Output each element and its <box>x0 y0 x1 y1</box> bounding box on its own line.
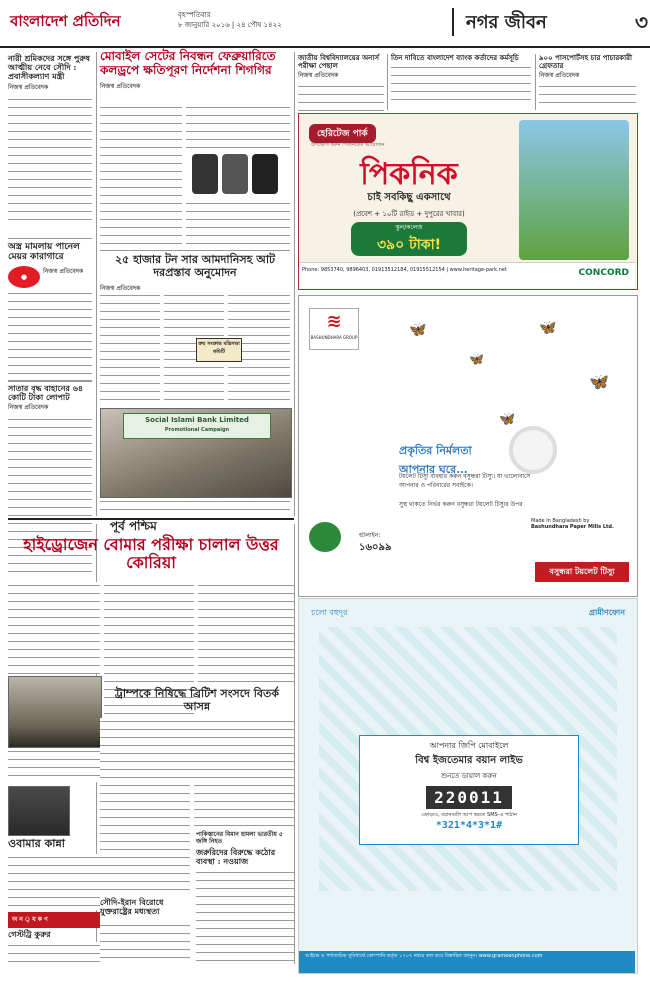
section-header <box>452 8 650 36</box>
page-number: ৩ <box>634 10 648 34</box>
second-story-inset: ক্রয় সংক্রান্ত মন্ত্রিসভা কমিটি <box>196 338 242 362</box>
heritage-tagline: উপভোগ করুন পিকনিকের আয়োজন <box>311 142 385 148</box>
saudi-body <box>100 922 190 964</box>
right-story-2 <box>391 54 531 102</box>
left-story-1-headline: নারী শ্রমিকদের সঙ্গে পুরুষ আত্মীয় নেবে সৌদি : প্রবাসীকল্যাণ মন্ত্রী <box>8 53 90 82</box>
korea-body-2 <box>8 748 100 782</box>
british-headline: ট্রাম্পকে নিষিদ্ধে ব্রিটিশ সংসদে বিতর্ক আসন্ন <box>115 687 279 713</box>
section2-title: পূর্ব পশ্চিম <box>110 519 157 533</box>
photo-banner-title: Social Islami Bank Limited <box>145 416 249 424</box>
korea-headline: হাইড্রোজেন বোমার পরীক্ষা চালাল উত্তর কোরিয়া <box>23 535 279 573</box>
heritage-footer <box>299 262 635 288</box>
second-story-byline: নিজস্ব প্রতিবেদক <box>100 285 141 293</box>
top-story-body-3 <box>186 200 290 244</box>
gp-line3: শুনতে ডায়াল করুন <box>441 772 497 780</box>
gp-ussd-code: *321*4*3*1# <box>435 820 503 831</box>
column-title: গেস্টট্রি কুরুর <box>8 929 51 939</box>
second-story-headline: ২৫ হাজার টন সার আমদানিসহ আট দরপ্রস্তাব অনুমোদন <box>114 253 276 279</box>
top-story-byline: নিজস্ব প্রতিবেদক <box>100 82 141 90</box>
right-story-2-body <box>391 64 531 102</box>
left-story-2-logo: ● <box>8 266 40 288</box>
masthead <box>0 0 650 48</box>
right-story-2-headline: তিন দাবিতে বাংলাদেশ ব্যাংক কর্তাদের কর্মসূচি <box>391 53 519 62</box>
left-story-2-body <box>8 290 92 382</box>
left-story-2-headline: অস্ত্র মামলায় পানেল মেয়র কারাগারে <box>8 242 80 263</box>
british-story <box>100 688 294 713</box>
gp-notice: আইভে ও পর্দাতারিক সুবিধার্থে কোম্পানি কর্তৃক ১৭০৭ নম্বরে কল করে বিস্তারিত জানুন। www.grameenphone.com <box>299 951 635 973</box>
right-story-3-body <box>539 83 636 107</box>
saudi-headline: সৌদি-ইরান বিরোধে যুক্তরাষ্ট্রের মধ্যস্থতা <box>100 897 164 917</box>
top-story-body-1 <box>100 104 182 244</box>
tissue-badge <box>309 522 341 552</box>
tissue-body-2: সুস্থ থাকতে নির্ভর করুন বসুন্ধরা টয়লেট টিস্যুর উপর <box>399 501 523 508</box>
explosion-photo <box>8 676 102 748</box>
bank-ceremony-photo <box>100 408 292 498</box>
left-story-1-body <box>8 96 92 224</box>
photo-banner <box>123 413 271 439</box>
left-story-1-byline: নিজস্ব প্রতিবেদক <box>8 83 49 91</box>
butterflies-graphic: 🦋 🦋 🦋 🦋 🦋 <box>409 320 609 427</box>
pakistan-story <box>196 832 294 961</box>
gp-brand: গ্রামীণফোন <box>588 608 625 617</box>
photo-banner-sub: Promotional Campaign <box>164 427 230 433</box>
right-story-1 <box>298 54 384 113</box>
issue-date-text: ৮ জানুয়ারি ২০১৬ | ২৪ পৌষ ১৪২২ <box>178 21 282 29</box>
obama-caption: ওবামার কান্না <box>8 837 65 850</box>
tissue-body: টয়লেট টিস্যু ব্যবহার করুন বসুন্ধরা টিস্যু। যা ভালোবাসে আপনার ও পরিবারের সবাইকে। <box>399 473 531 489</box>
column-body <box>8 942 100 964</box>
section-title: নগর জীবন <box>466 12 547 33</box>
second-story-body-1 <box>100 292 160 404</box>
left-story-3-headline: সাতার বৃদ্ধ বাহানের ৬৪ কোটি টাকা লোপাট <box>8 383 84 403</box>
korea-body-1 <box>8 582 100 674</box>
paper-logo: বাংলাদেশ প্রতিদিন <box>10 12 121 30</box>
gp-line2: বিশ্ব ইজতেমার বয়ান লাইভ <box>415 755 523 766</box>
heritage-offer: (প্রবেশ + ১০টি রাইড + দুপুরের খাবার) <box>353 210 465 218</box>
tissue-hotline: ১৬০৯৯ <box>359 542 392 553</box>
right-story-3 <box>539 54 636 107</box>
tissue-made: Made in Bangladesh by <box>531 518 590 524</box>
top-story-phones-photo <box>186 150 290 198</box>
bashundhara-company: BASHUNDHARA GROUP <box>310 335 358 340</box>
top-story-headline: মোবাইল সেটের নিবন্ধন ফেব্রুয়ারিতে কলড্রপে ক্ষতিপূরণ নির্দেশনা শিগগির <box>100 49 276 77</box>
right-story-1-headline: জাতীয় বিশ্ববিদ্যালয়ের অনার্স পরীক্ষা পেছাল <box>298 53 379 71</box>
tissue-hotline-label: হটলাইন: <box>359 532 381 539</box>
pakistan-sub: জরুরিদের বিরুদ্ধে কঠোর ব্যবস্থা : নওয়াজ <box>196 846 276 866</box>
issue-day: বৃহস্পতিবার <box>178 11 211 19</box>
right-story-1-byline: নিজস্ব প্রতিবেদক <box>298 72 339 80</box>
british-body-1 <box>100 718 190 894</box>
concord-logo: CONCORD <box>578 268 629 278</box>
bashundhara-logo: ≋ BASHUNDHARA GROUP <box>309 308 359 350</box>
gp-hint: এছাড়াও, বয়ানগুলি আপ করতে SMS-এ পাঠান <box>421 812 517 818</box>
heritage-title: পিকনিক <box>360 157 458 192</box>
second-story <box>100 254 290 294</box>
issue-date <box>178 10 282 30</box>
tissue-maker-name: Bashundhara Paper Mills Ltd. <box>531 524 614 530</box>
british-body-2 <box>194 718 294 828</box>
left-story-2-byline: নিজস্ব প্রতিবেদক <box>43 267 84 275</box>
tissue-maker <box>531 518 627 558</box>
top-story-body-2 <box>186 104 290 148</box>
column-label: অ ন ্ য ক ণ <box>8 912 100 928</box>
heritage-brand: হেরিটেজ পার্ক <box>309 124 376 143</box>
heritage-phone: Phone: 9853740, 9896403, 01913512184, 01915512154 | www.heritage-park.net <box>302 267 507 273</box>
bank-photo-caption <box>100 498 290 516</box>
left-story-3-byline: নিজস্ব প্রতিবেদক <box>8 404 49 412</box>
gp-dial-number: 220011 <box>426 786 512 809</box>
tissue-roll-graphic <box>509 426 557 474</box>
heritage-sub: চাই সবকিছু একসাথে <box>367 192 451 203</box>
obama-body <box>8 854 100 910</box>
left-story-2 <box>8 242 92 382</box>
heritage-park-photo <box>519 120 629 260</box>
grameenphone-ad <box>298 598 638 974</box>
tissue-product: বসুন্ধরা টয়লেট টিস্যু <box>535 562 629 582</box>
gp-line1: আপনার জিপি মোবাইলে <box>429 741 509 750</box>
bashundhara-tissue-ad <box>298 295 638 597</box>
korea-body-4 <box>198 582 294 682</box>
left-story-1 <box>8 54 92 224</box>
pakistan-body <box>196 869 294 961</box>
right-story-1-body <box>298 83 384 113</box>
gp-call-box <box>359 735 579 845</box>
gp-tag: চলো বহুদূর <box>311 608 348 617</box>
heritage-price: ৩৯০ টাকা! <box>376 237 442 253</box>
right-story-3-headline: ৯০০ পাসপোর্টসহ চার পাচারকারী গ্রেফতার <box>539 53 632 71</box>
pakistan-headline: পাকিস্তানের বিমান হামলা ভারতীয় ৫ জঙ্গি নিহত <box>196 831 283 845</box>
right-story-3-byline: নিজস্ব প্রতিবেদক <box>539 72 580 80</box>
tissue-headline: প্রকৃতির নির্মলতা আপনার ঘরে... <box>399 444 472 476</box>
heritage-price-box <box>351 222 467 256</box>
heritage-park-ad <box>298 113 638 290</box>
top-story <box>100 50 290 92</box>
obama-photo <box>8 786 70 836</box>
heritage-price-label: স্কুল/কলেজ <box>395 224 423 231</box>
